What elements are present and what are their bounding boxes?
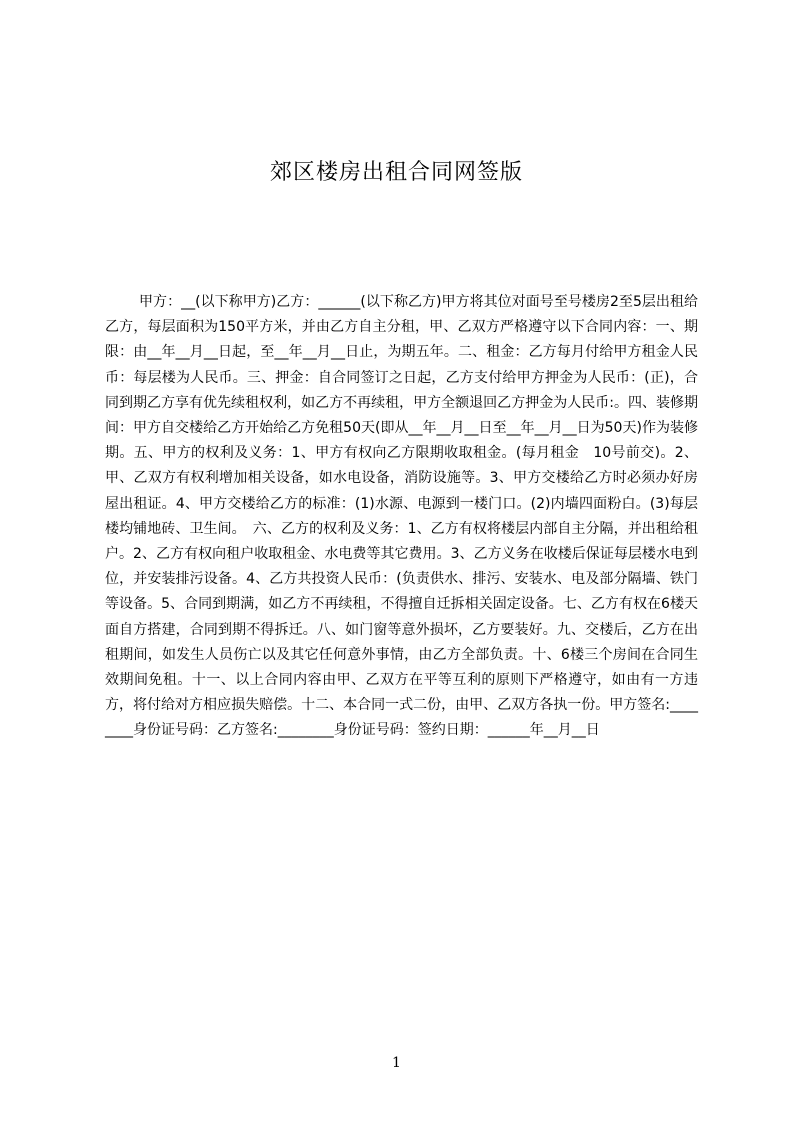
page-number: 1 bbox=[392, 1055, 401, 1071]
contract-body-paragraph: 甲方：__(以下称甲方)乙方：______(以下称乙方)甲方将其位对面号至号楼房2至5层出租给乙方，每层面积为150平方米，并由乙方自主分租，甲、乙双方严格遵守以下合同内容：一、期限：由__年__月__日起，至__年__月__日止，为期五年。二、租金：乙方每月付给甲方租金人民币：每层楼为人民币。三、押金：自合同签订之日起，乙方支付给甲方押金为人民币：(正)，合同到期乙方享有优先续租权利，如乙方不再续租，甲方全额退回乙方押金为人民币:。四、装修期间：甲方自交楼给乙方开始给乙方免租50天(即从__年__月__日至__年__月__日为50天)作为装修期。五、甲方的权利及义务：1、甲方有权向乙方限期收取租金。(每月租金 10号前交)。2、甲、乙双方有权利增加相关设备，如水电设备，消防设施等。3、甲方交楼给乙方时必须办好房屋出租证。4、甲方交楼给乙方的标准：(1)水源、电源到一楼门口。(2)内墙四面粉白。(3)每层楼均铺地砖、卫生间。 六、乙方的权利及义务：1、乙方有权将楼层内部自主分隔，并出租给租户。2、乙方有权向租户收取租金、水电费等其它费用。3、乙方义务在收楼后保证每层楼水电到位，并安装排污设备。4、乙方共投资人民币：(负责供水、排污、安装水、电及部分隔墙、铁门等设备。5、合同到期满，如乙方不再续租，不得擅自迁拆相关固定设备。七、乙方有权在6楼天面自方搭建，合同到期不得拆迁。八、如门窗等意外损坏，乙方要装好。九、交楼后，乙方在出租期间，如发生人员伤亡以及其它任何意外事情，由乙方全部负责。十、6楼三个房间在合同生效期间免租。十一、以上合同内容由甲、乙双方在平等互利的原则下严格遵守，如由有一方违方，将付给对方相应损失赔偿。十二、本合同一式二份，由甲、乙双方各执一份。甲方签名:________身份证号码：乙方签名:________身份证号码：签约日期：______年__月__日 bbox=[105, 294, 698, 739]
document-title: 郊区楼房出租合同网签版 bbox=[269, 159, 523, 185]
